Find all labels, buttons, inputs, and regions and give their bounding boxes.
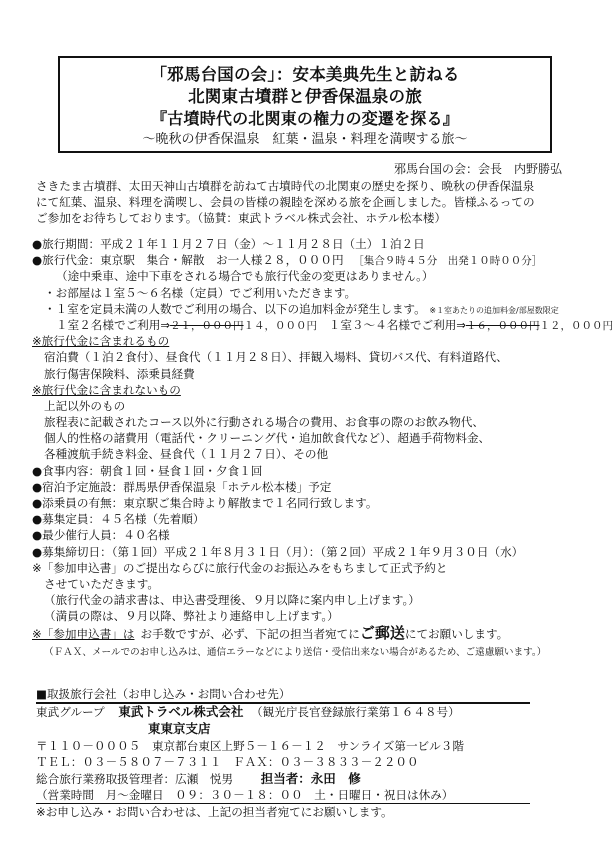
application-line: させていただきます。 bbox=[44, 576, 160, 591]
escort-info: ●添乗員の有無：東京駅ご集合時より解散まで１名同行致します。 bbox=[32, 496, 378, 510]
surcharge-footnote: ※１室あたりの追加料金/部屋数限定 bbox=[429, 305, 559, 315]
mail-instruction bbox=[32, 625, 572, 645]
included-heading: ※旅行代金に含まれるもの bbox=[32, 334, 170, 349]
two-person-new-price: １４，０００円 bbox=[243, 319, 318, 332]
excluded-line: 上記以外のもの bbox=[44, 398, 126, 413]
two-person-label: １室２名様でご利用⇒ bbox=[56, 317, 171, 332]
surcharge-text: ・１室を定員未満の人数でご利用の場合、以下の追加料金が発生します。 bbox=[44, 301, 426, 316]
application-line: （旅行代金の請求書は、申込書受理後、９月以降に案内申し上げます。） bbox=[44, 593, 420, 608]
excluded-line: 旅程表に記載されたコース以外に行動される場合の費用、お食事の際のお飲み物代、 bbox=[44, 415, 484, 430]
agency-registration: （観光庁長官登録旅行業第１６４８号） bbox=[251, 705, 460, 720]
price-main: ●旅行代金：東京駅 集合・解散 お一人様２８，０００円 bbox=[32, 253, 344, 268]
mail-instruction-emphasis: ご郵送 bbox=[359, 623, 405, 642]
agency-company-row bbox=[36, 704, 530, 721]
agency-manager-row bbox=[36, 771, 530, 787]
intro-paragraph bbox=[36, 178, 576, 227]
travel-price bbox=[32, 252, 572, 268]
agency-contact-person: 担当者：永田 修 bbox=[260, 770, 361, 786]
agency-manager: 総合旅行業務取扱管理者：広瀬 悦男 bbox=[36, 771, 234, 786]
title-box bbox=[58, 56, 552, 153]
mail-instruction-end: にてお願いします。 bbox=[404, 626, 509, 641]
application-line: （満員の際は、９月以降、弊社より連絡申し上げます。） bbox=[44, 609, 339, 624]
meeting-time: ［集合９時４５分 出発１０時００分］ bbox=[353, 255, 543, 268]
title-line-3: 『古墳時代の北関東の権力の変遷を探る』 bbox=[151, 109, 459, 128]
application-line: ※「参加申込書」のご提出ならびに旅行代金のお振込みをもちまして正式予約と bbox=[32, 560, 448, 575]
travel-period: ●旅行期間：平成２１年１１月２７日（金）～１１月２８日（土）１泊２日 bbox=[32, 237, 425, 251]
mail-instruction-body: お手数ですが、必ず、下記の担当者宛てに bbox=[140, 626, 360, 641]
intro-line: さきたま古墳群、太田天神山古墳群を訪ねて古墳時代の北関東の歴史を探り、晩秋の伊香保温泉 bbox=[36, 179, 535, 193]
agency-hours: （営業時間 月～金曜日 ０９：３０－１８：００ 土・日曜日・祝日は休み） bbox=[36, 787, 454, 802]
included-line: 旅行傷害保険料、添乗員経費 bbox=[44, 366, 195, 381]
intro-line: ご参加をお待ちしております。（協賛：東武トラベル株式会社、ホテル松本楼） bbox=[36, 211, 447, 226]
room-capacity: ・お部屋は１室５～６名様（定員）でご利用いただきます。 bbox=[44, 285, 357, 300]
agency-tel-fax: ＴＥＬ：０３－５８０７－７３１１ ＦＡＸ：０３－３８３３－２２００ bbox=[36, 755, 419, 770]
excluded-heading: ※旅行代金に含まれないもの bbox=[32, 382, 181, 397]
included-line: 宿泊費（１泊２食付）、昼食代（１１月２８日）、拝観入場料、貸切バス代、有料道路代、 bbox=[44, 350, 508, 365]
meals-info: ●食事内容：朝食１回・昼食１回・夕食１回 bbox=[32, 463, 263, 478]
mail-instruction-prefix: ※「参加申込書」は bbox=[32, 626, 135, 641]
surcharge-prices bbox=[32, 317, 613, 333]
three-person-old-price: １６，０００円 bbox=[466, 319, 540, 332]
three-person-label: １室３～４名様でご利用⇒ bbox=[328, 317, 466, 332]
title-subtitle: ～晩秋の伊香保温泉 紅葉・温泉・料理を満喫する旅～ bbox=[142, 132, 468, 147]
deadline-info: ●募集締切日：（第１回）平成２１年８月３１日（月）：（第２回）平成２１年９月３０日（水） bbox=[32, 544, 524, 559]
title-line-1: 「邪馬台国の会」：安本美典先生と訪ねる bbox=[150, 65, 460, 84]
fax-note: （ＦＡＸ、メールでのお申し込みは、通信エラーなどにより送信・受信出来ない場合があるため、ご遠慮願います。） bbox=[44, 646, 547, 658]
agency-heading: ■取扱旅行会社（お申し込み・お問い合わせ先） bbox=[36, 687, 291, 701]
excluded-line: 個人的性格の諸費用（電話代・クリーニング代・追加飲食代など）、超過手荷物料金、 bbox=[44, 431, 491, 446]
intro-line: にて紅葉、温泉、料理を満喫し、会員の皆様の親睦を深める旅を企画しました。皆様ふるっての bbox=[36, 195, 535, 210]
price-note: （途中乗車、途中下車をされる場合でも旅行代金の変更はありません。） bbox=[56, 269, 434, 284]
agency-section bbox=[36, 686, 530, 820]
two-person-old-price: ２１，０００円 bbox=[170, 319, 244, 332]
final-note: ※お申し込み・お問い合わせは、上記の担当者宛てにお願いします。 bbox=[36, 804, 393, 819]
title-line-2: 北関東古墳群と伊香保温泉の旅 bbox=[188, 87, 422, 106]
hotel-info: ●宿泊予定施設：群馬県伊香保温泉「ホテル松本楼」予定 bbox=[32, 479, 332, 494]
organizer-name: 邪馬台国の会：会長 内野勝弘 bbox=[393, 162, 562, 176]
tour-details bbox=[32, 236, 613, 661]
three-person-new-price: １２，０００円 bbox=[539, 319, 613, 332]
agency-address: 〒１１０－０００５ 東京都台東区上野５－１６－１２ サンライズ第一ビル３階 bbox=[36, 739, 464, 754]
agency-box bbox=[36, 702, 530, 804]
excluded-line: 各種渡航手続き料金、昼食代（１１月２７日）、その他 bbox=[44, 447, 329, 462]
surcharge-note bbox=[32, 301, 572, 317]
capacity-info: ●募集定員：４５名様（先着順） bbox=[32, 512, 205, 527]
agency-branch: 東東京支店 bbox=[148, 721, 211, 737]
minimum-info: ●最少催行人員：４０名様 bbox=[32, 528, 170, 543]
agency-company: 東武トラベル株式会社 bbox=[118, 704, 244, 720]
agency-group: 東武グループ bbox=[36, 705, 105, 720]
